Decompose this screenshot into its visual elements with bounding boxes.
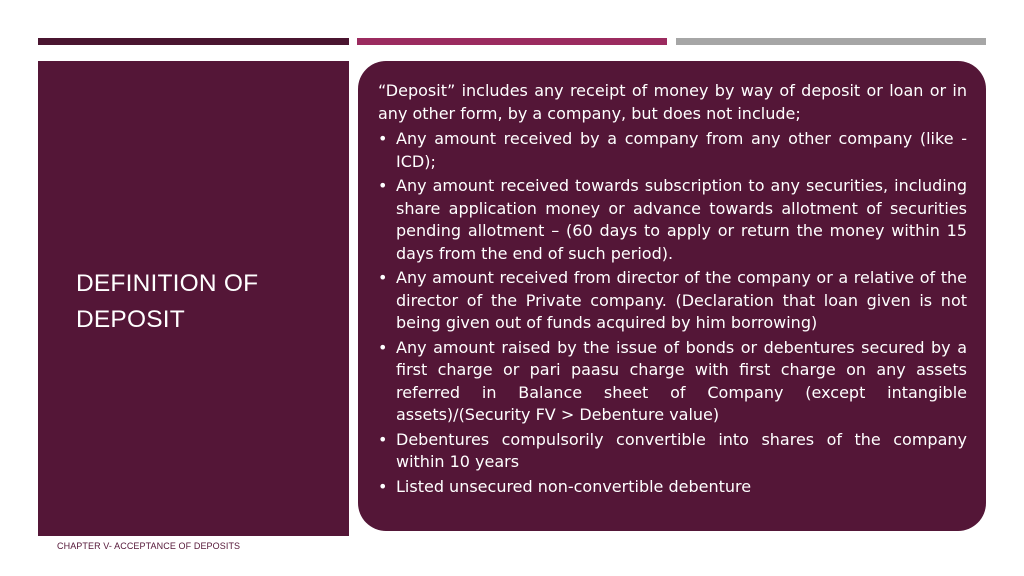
accent-bar-magenta	[357, 38, 667, 45]
footer-chapter-label: CHAPTER V- ACCEPTANCE OF DEPOSITS	[57, 541, 241, 551]
accent-bar-dark	[38, 38, 349, 45]
list-item	[378, 429, 967, 474]
list-item	[378, 476, 967, 499]
exclusion-list	[378, 128, 967, 498]
list-item-text: Any amount raised by the issue of bonds or debentures secured by a first charge or pari paasu charge with first charge on any assets referred in Balance sheet of Company (except intangible assets)/(Security FV > Debenture value)	[396, 337, 967, 424]
list-item	[378, 337, 967, 427]
bullet-icon: •	[378, 337, 388, 357]
bullet-icon: •	[378, 129, 388, 148]
accent-bar-gray	[676, 38, 986, 45]
definition-intro: “Deposit” includes any receipt of money by way of deposit or loan or in any other form, by a company, but does not include;	[378, 81, 967, 123]
list-item	[378, 267, 967, 335]
slide-title: DEFINITION OF DEPOSIT	[76, 270, 259, 333]
list-item-text: Any amount received from director of the company or a relative of the director of the Private company. (Declaration that loan given is not being given out of funds acquired by him borrowing)	[396, 268, 967, 332]
bullet-icon: •	[378, 268, 388, 287]
list-item-text: Debentures compulsorily convertible into shares of the company within 10 years	[396, 429, 967, 471]
list-item-text: Listed unsecured non-convertible debenture	[396, 476, 752, 496]
bullet-icon: •	[378, 476, 388, 496]
content-box	[358, 61, 986, 531]
list-item	[378, 175, 967, 265]
bullet-icon: •	[378, 176, 388, 195]
bullet-icon: •	[378, 429, 388, 449]
list-item-text: Any amount received towards subscription to any securities, including share application money or advance towards allotment of securities pending allotment – (60 days to apply or return the money within 15 days from the end of such period).	[396, 176, 967, 263]
list-item-text: Any amount received by a company from any other company (like -ICD);	[396, 129, 967, 171]
list-item	[378, 128, 967, 173]
